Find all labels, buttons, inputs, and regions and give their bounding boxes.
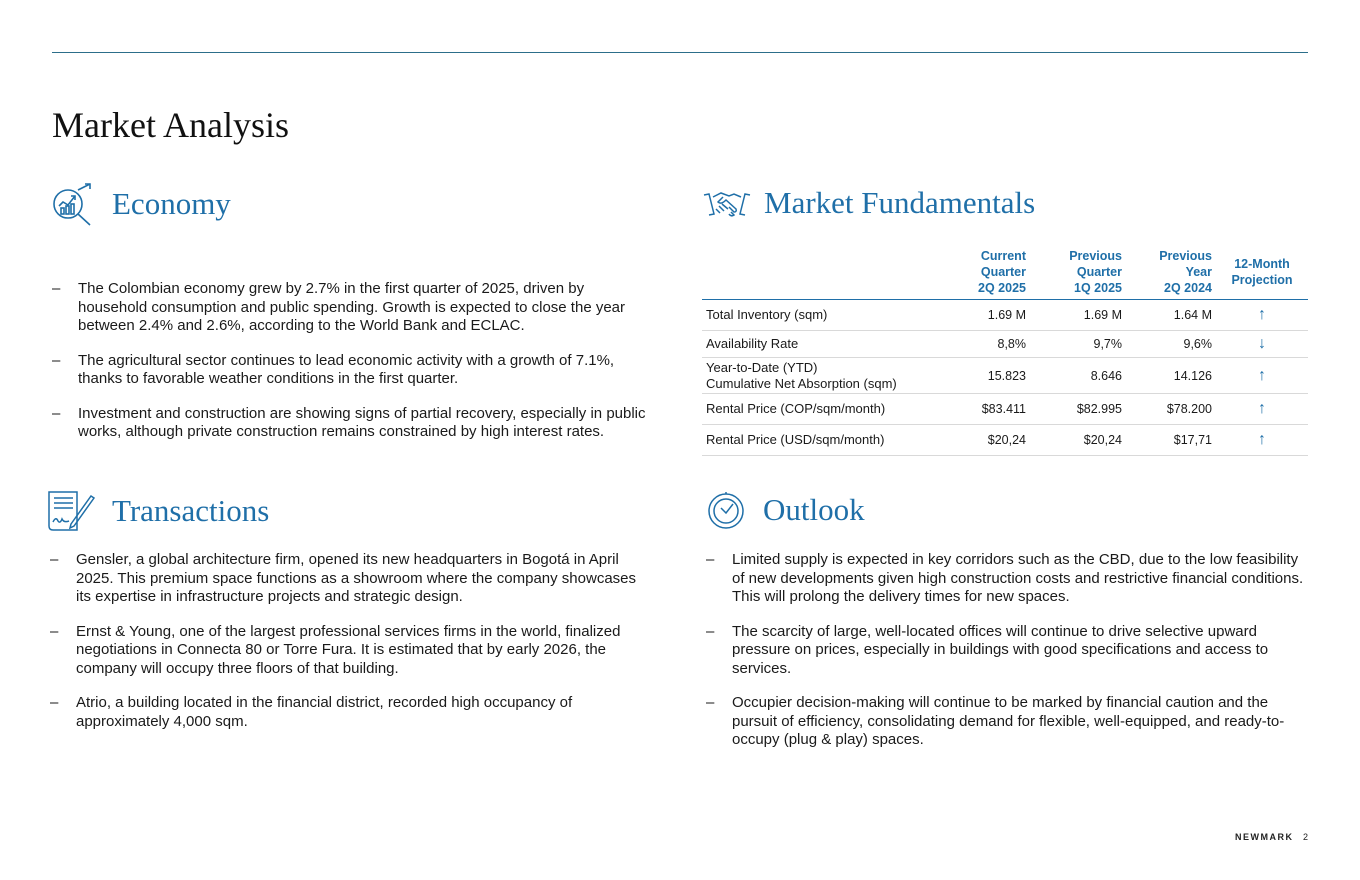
cell-previous-quarter: $20,24 (1030, 425, 1126, 456)
header-previous-year: Previous Year 2Q 2024 (1126, 246, 1216, 300)
list-item: – Ernst & Young, one of the largest professional services firms in the world, finalized negotiations in Connecta 80 or Torre Fura. It is estimated that by early 2026, the company will occupy three floors of that building. (50, 622, 621, 677)
row-metric: Total Inventory (sqm) (702, 300, 952, 331)
market-fundamentals-table (702, 246, 1308, 456)
row-metric: Year-to-Date (YTD) Cumulative Net Absorption (sqm) (702, 358, 952, 394)
table-row (702, 300, 1308, 331)
page-title: Market Analysis (52, 105, 289, 145)
page-number: 2 (1303, 832, 1309, 842)
cell-current: 8,8% (952, 331, 1030, 358)
table-row (702, 425, 1308, 456)
list-item: – The agricultural sector continues to lead economic activity with a growth of 7.1%, thanks to favorable weather conditions in the first quarter. (52, 351, 615, 387)
cell-current: $20,24 (952, 425, 1030, 456)
list-item: – Limited supply is expected in key corridors such as the CBD, due to the low feasibility of new developments given high construction costs and restrictive financial conditions. This will prolong the delivery times for new spaces. (706, 551, 1304, 605)
list-item: – Occupier decision-making will continue to be marked by financial caution and the pursuit of efficiency, consolidating demand for flexible, well-equipped, and ready-to-occupy (plug & play) spaces. (706, 694, 1285, 748)
cell-current: 15.823 (952, 358, 1030, 394)
cell-previous-year: 1.64 M (1126, 300, 1216, 331)
table-row (702, 394, 1308, 425)
cell-previous-quarter: 9,7% (1030, 331, 1126, 358)
cell-previous-quarter: $82.995 (1030, 394, 1126, 425)
transactions-title: Transactions (112, 493, 270, 528)
header-previous-quarter: Previous Quarter 1Q 2025 (1030, 246, 1126, 300)
row-metric: Rental Price (USD/sqm/month) (702, 425, 952, 456)
top-rule (52, 52, 1308, 53)
economy-header (50, 182, 231, 226)
arrow-up-icon: ↑ (1216, 358, 1308, 394)
arrow-up-icon: ↑ (1216, 394, 1308, 425)
transactions-header (47, 490, 269, 532)
outlook-bullets (706, 551, 1308, 766)
row-metric: Rental Price (COP/sqm/month) (702, 394, 952, 425)
cell-previous-year: $78.200 (1126, 394, 1216, 425)
outlook-title: Outlook (763, 492, 865, 527)
header-metric (702, 246, 952, 300)
row-metric: Availability Rate (702, 331, 952, 358)
table-row (702, 331, 1308, 358)
list-item: – Atrio, a building located in the financial district, recorded high occupancy of approximately 4,000 sqm. (50, 694, 573, 730)
fundamentals-title: Market Fundamentals (764, 185, 1036, 220)
fundamentals-header (703, 185, 1035, 221)
table-row (702, 358, 1308, 394)
arrow-down-icon: ↓ (1216, 331, 1308, 358)
cell-previous-year: 9,6% (1126, 331, 1216, 358)
list-item: – Gensler, a global architecture firm, opened its new headquarters in Bogotá in April 2025. This premium space functions as a showroom where the company showcases its expertise in infrastructure projects and strategic design. (50, 551, 637, 605)
cell-previous-quarter: 8.646 (1030, 358, 1126, 394)
economy-title: Economy (112, 186, 231, 221)
arrow-up-icon: ↑ (1216, 425, 1308, 456)
handshake-icon (703, 185, 751, 221)
list-item: – The Colombian economy grew by 2.7% in the first quarter of 2025, driven by household consumption and public spending. Growth is expected to close the year between 2.4% and 2.6%, according to the World Bank and ECLAC. (52, 280, 626, 334)
document-signature-icon (47, 490, 95, 532)
cell-current: $83.411 (952, 394, 1030, 425)
cell-previous-year: 14.126 (1126, 358, 1216, 394)
cell-previous-year: $17,71 (1126, 425, 1216, 456)
cell-previous-quarter: 1.69 M (1030, 300, 1126, 331)
list-item: – The scarcity of large, well-located offices will continue to drive selective upward pressure on prices, especially in buildings with good specifications and access to services. (706, 622, 1269, 677)
list-item: – Investment and construction are showing signs of partial recovery, especially in public works, although private construction remains constrained by high interest rates. (52, 404, 646, 440)
cell-current: 1.69 M (952, 300, 1030, 331)
table-header-row (702, 246, 1308, 300)
arrow-up-icon: ↑ (1216, 300, 1308, 331)
transactions-bullets (50, 551, 650, 747)
header-projection: 12-Month Projection (1216, 246, 1308, 300)
brand-logo: NEWMARK (1235, 832, 1294, 842)
outlook-header (706, 490, 865, 530)
stopwatch-icon (706, 490, 746, 530)
economy-magnifier-icon (50, 182, 94, 226)
economy-bullets (52, 280, 652, 458)
header-current-quarter: Current Quarter 2Q 2025 (952, 246, 1030, 300)
